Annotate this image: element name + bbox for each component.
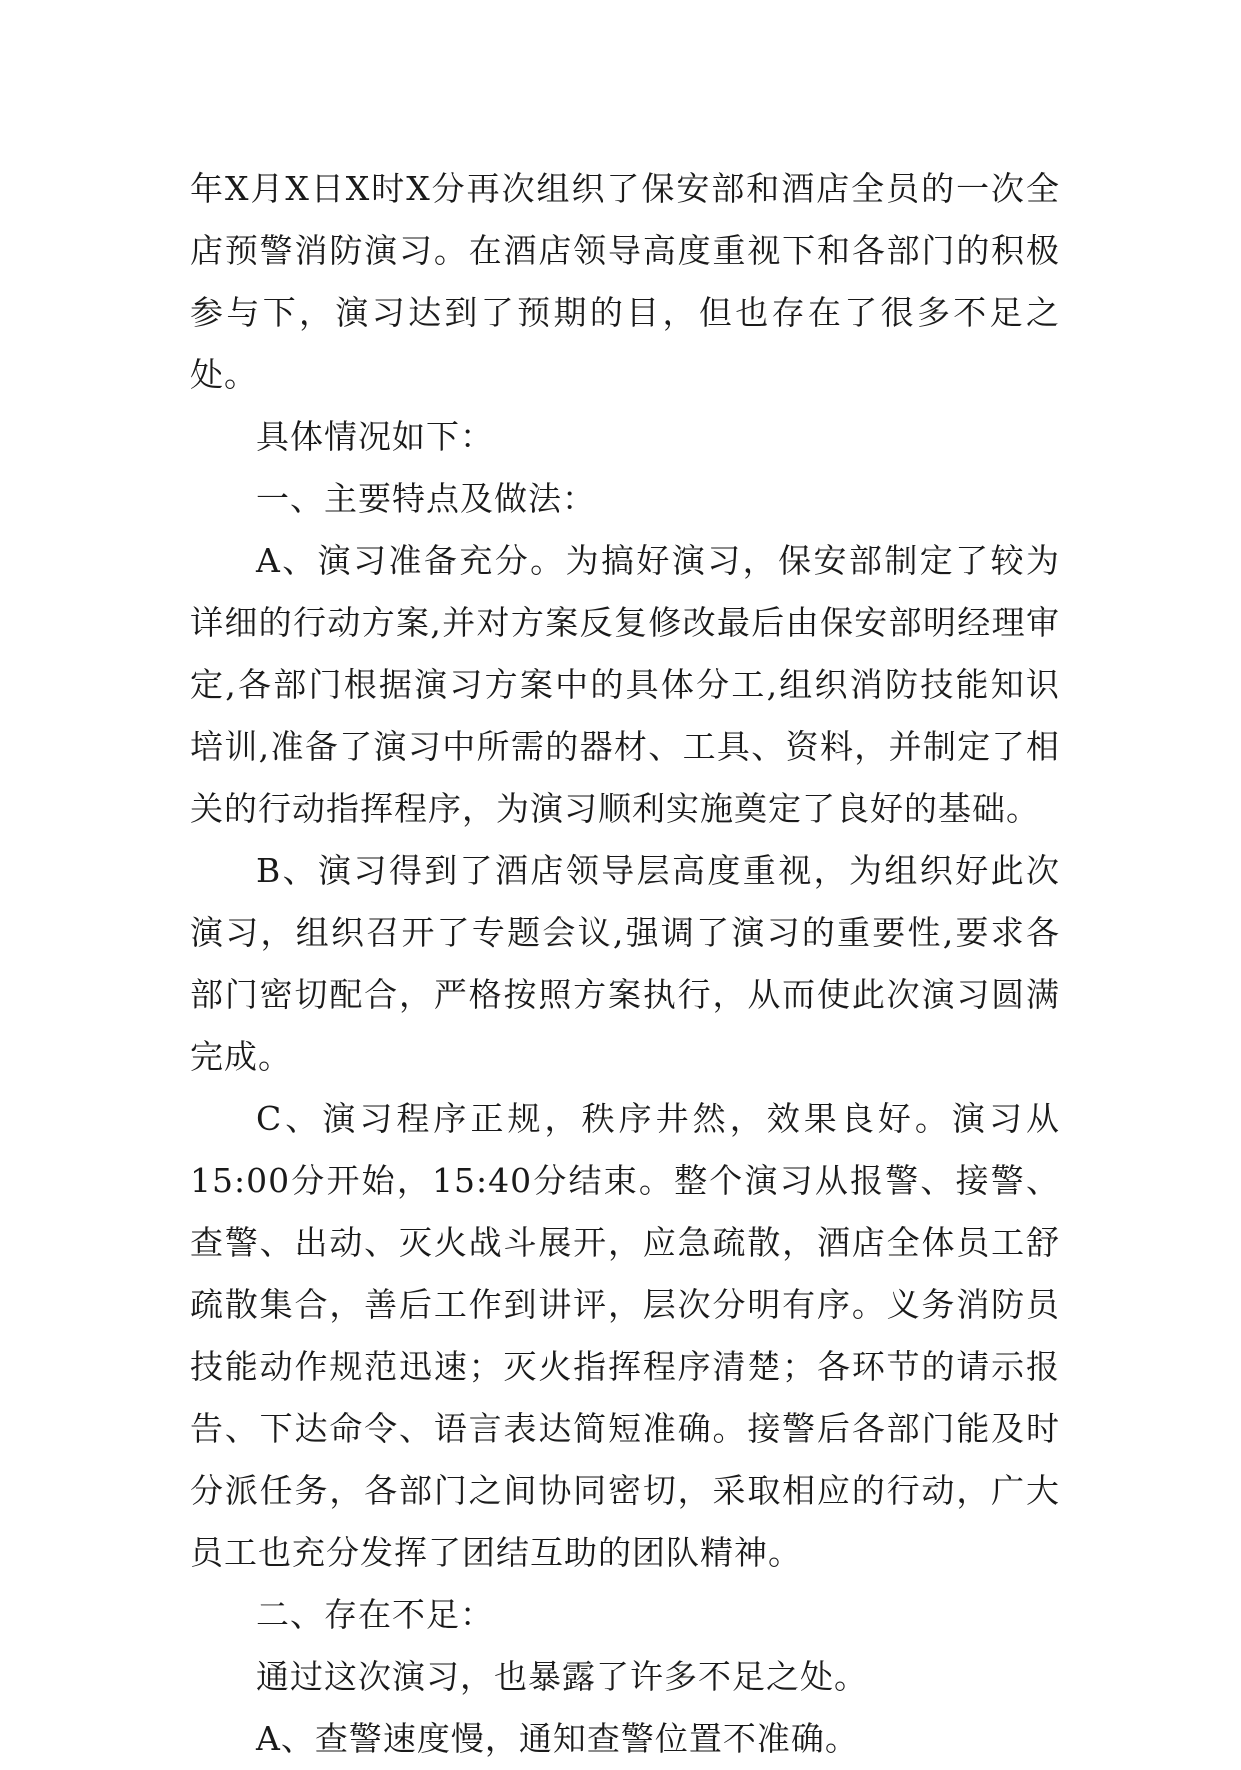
section-heading-shortcomings: 二、存在不足： (256, 1595, 494, 1634)
paragraph-point-b: B、演习得到了酒店领导层高度重视，为组织好此次演习，组织召开了专题会议,强调了演习的重要性,要求各部门密切配合，严格按照方案执行，从而使此次演习圆满完成。 (190, 851, 1060, 1076)
paragraph-details-heading: 具体情况如下： (256, 417, 494, 456)
paragraph-point-c: C、演习程序正规，秩序井然，效果良好。演习从15:00分开始，15:40分结束。整个演习从报警、接警、查警、出动、灭火战斗展开，应急疏散，酒店全体员工舒疏散集合，善后工作到讲评，层次分明有序。义务消防员技能动作规范迅速；灭火指挥程序清楚；各环节的请示报告、下达命令、语言表达简短准确。接警后各部门能及时分派任务，各部门之间协同密切，采取相应的行动，广大员工也充分发挥了团结互助的团队精神。 (190, 1099, 1060, 1572)
section-heading-features: 一、主要特点及做法： (256, 479, 596, 518)
document-body (190, 158, 1060, 1770)
paragraph-intro: 年X月X日X时X分再次组织了保安部和酒店全员的一次全店预警消防演习。在酒店领导高度重视下和各部门的积极参与下，演习达到了预期的目，但也存在了很多不足之处。 (190, 169, 1060, 394)
paragraph-shortcomings-intro: 通过这次演习，也暴露了许多不足之处。 (256, 1657, 868, 1696)
paragraph-point-a: A、演习准备充分。为搞好演习，保安部制定了较为详细的行动方案,并对方案反复修改最后由保安部明经理审定,各部门根据演习方案中的具体分工,组织消防技能知识培训,准备了演习中所需的器材、工具、资料，并制定了相关的行动指挥程序，为演习顺利实施奠定了良好的基础。 (190, 541, 1060, 828)
paragraph-shortcoming-a: A、查警速度慢，通知查警位置不准确。 (256, 1719, 859, 1758)
